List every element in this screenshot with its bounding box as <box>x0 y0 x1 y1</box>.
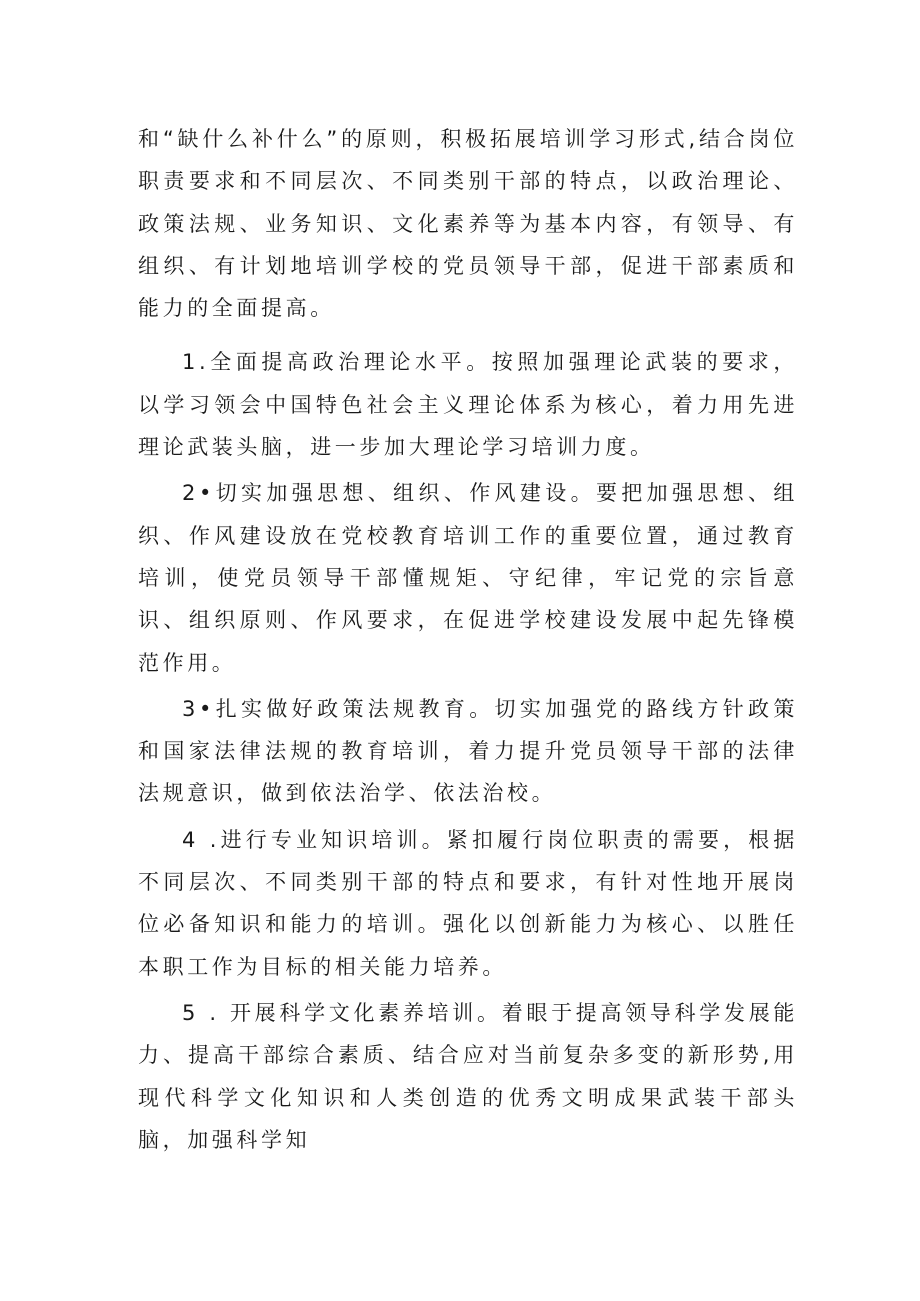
paragraph-item-1: 1.全面提高政治理论水平。按照加强理论武装的要求，以学习领会中国特色社会主义理论体系为核心，着力用先进理论武装头脑，进一步加大理论学习培训力度。 <box>138 350 798 460</box>
paragraph-item-3: 3•扎实做好政策法规教育。切实加强党的路线方针政策和国家法律法规的教育培训，着力提升党员领导干部的法律法规意识，做到依法治学、依法治校。 <box>138 696 798 806</box>
paragraph-item-4: 4 .进行专业知识培训。紧扣履行岗位职责的需要，根据不同层次、不同类别干部的特点和要求，有针对性地开展岗位必备知识和能力的培训。强化以创新能力为核心、以胜任本职工作为目标的相关能力培养。 <box>138 827 798 979</box>
document-page <box>138 118 798 1161</box>
paragraph-item-5: 5 . 开展科学文化素养培训。着眼于提高领导科学发展能力、提高干部综合素质、结合应对当前复杂多变的新形势,用现代科学文化知识和人类创造的优秀文明成果武装干部头脑，加强科学知 <box>138 1000 798 1152</box>
paragraph-intro: 和“缺什么补什么”的原则，积极拓展培训学习形式,结合岗位职责要求和不同层次、不同类别干部的特点，以政治理论、政策法规、业务知识、文化素养等为基本内容，有领导、有组织、有计划地培训学校的党员领导干部，促进干部素质和能力的全面提高。 <box>138 127 798 321</box>
paragraph-item-2: 2•切实加强思想、组织、作风建设。要把加强思想、组织、作风建设放在党校教育培训工作的重要位置，通过教育培训，使党员领导干部懂规矩、守纪律，牢记党的宗旨意识、组织原则、作风要求，在促进学校建设发展中起先锋模范作用。 <box>138 481 798 675</box>
